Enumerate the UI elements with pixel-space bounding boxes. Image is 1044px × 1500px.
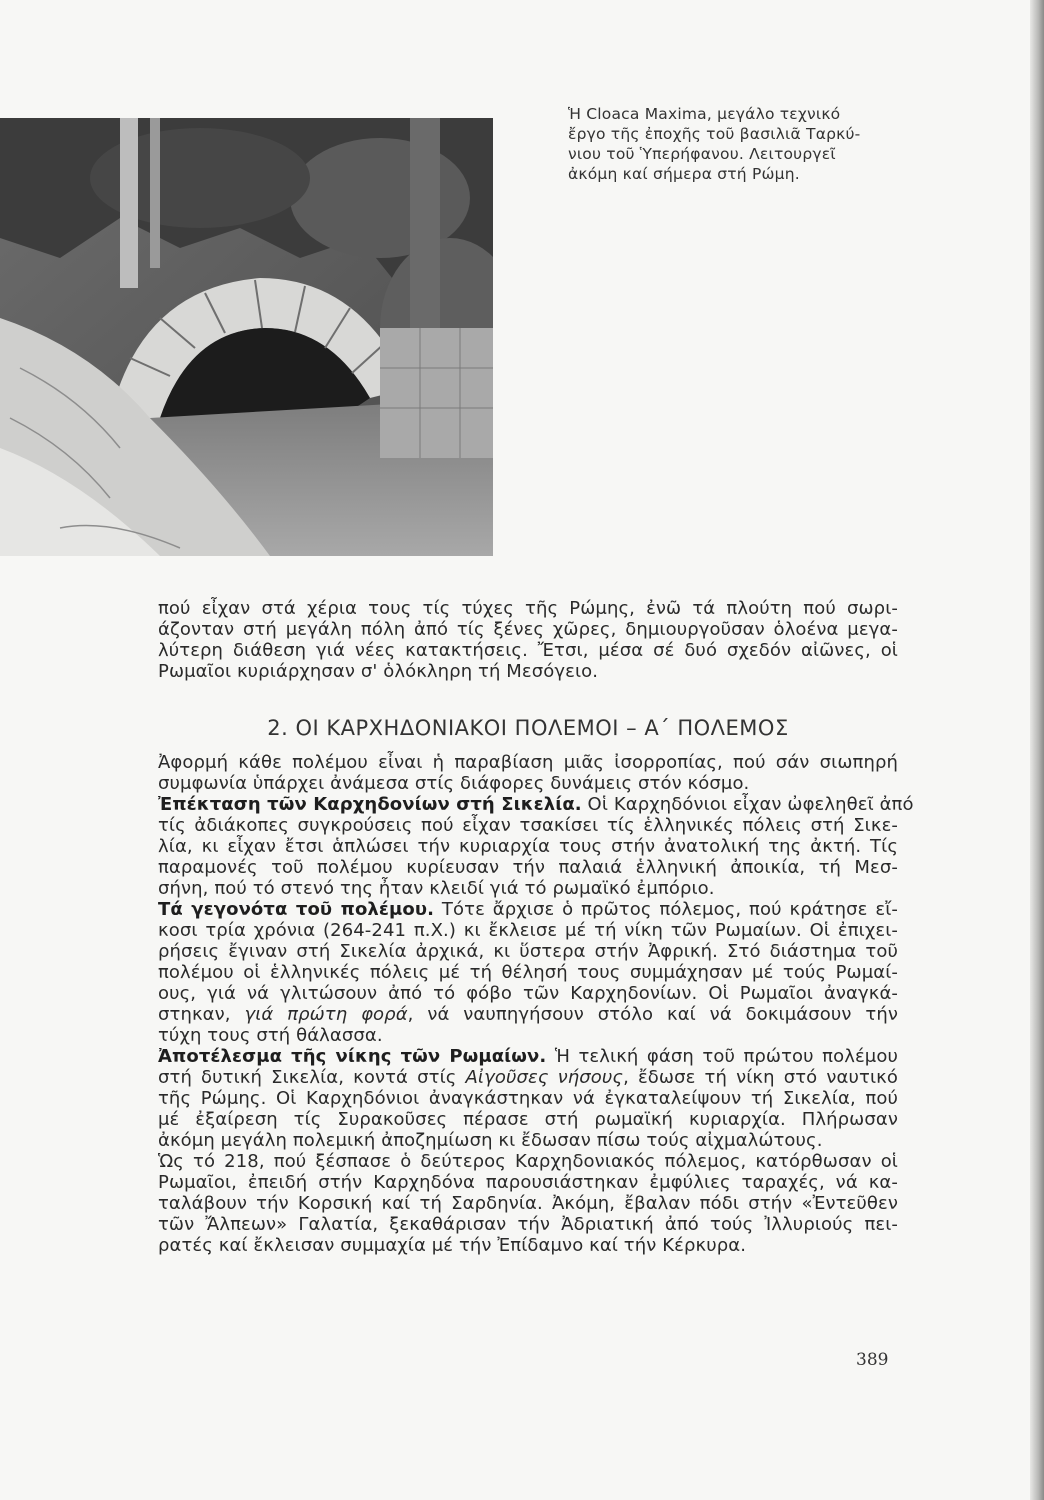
text-line: τῆς Ρώμης. Οἱ Καρχηδόνιοι ἀναγκάστηκαν νά ἐγκαταλείψουν τή Σικελία, πού	[158, 1088, 898, 1109]
text-line: συμφωνία ὑπάρχει ἀνάμεσα στίς διάφορες δυνάμεις στόν κόσμο.	[158, 773, 750, 794]
text-line: σήνη, πού τό στενό της ἦταν κλειδί γιά τό ρωμαϊκό ἐμπόριο.	[158, 878, 715, 899]
page-number: 389	[856, 1350, 889, 1370]
text-line: στηκαν, γιά πρώτη φορά, νά ναυπηγήσουν στόλο καί νά δοκιμάσουν τήν	[158, 1004, 898, 1025]
text-line: λύτερη διάθεση γιά νέες κατακτήσεις. Ἔτσι, μέσα σέ δυό σχεδόν αἰῶνες, οἱ	[158, 640, 898, 661]
main-text	[158, 752, 914, 1256]
caption-line: νιου τοῦ Ὑπερήφανου. Λειτουργεῖ	[568, 145, 836, 163]
caption-line: ἀκόμη καί σήμερα στή Ρώμη.	[568, 165, 800, 183]
intro-paragraph	[158, 598, 898, 682]
caption-line: ἔργο τῆς ἐποχῆς τοῦ βασιλιᾶ Ταρκύ-	[568, 125, 861, 143]
page-edge-shadow	[1030, 0, 1044, 1500]
text-line: τύχη τους στή θάλασσα.	[158, 1025, 383, 1046]
text-line: ρήσεις ἔγιναν στή Σικελία ἀρχικά, κι ὕστερα στήν Ἀφρική. Στό διάστημα τοῦ	[158, 941, 898, 962]
text-line: ρατές καί ἔκλεισαν συμμαχία μέ τήν Ἐπίδαμνο καί τήν Κέρκυρα.	[158, 1235, 747, 1256]
text-line: στή δυτική Σικελία, κοντά στίς Αἰγοῦσες νήσους, ἔδωσε τή νίκη στό ναυτικό	[158, 1067, 898, 1088]
text-line: Τά γεγονότα τοῦ πολέμου. Τότε ἄρχισε ὁ πρῶτος πόλεμος, πού κράτησε εἴ-	[158, 899, 898, 920]
text-line: μέ ἐξαίρεση τίς Συρακοῦσες πέρασε στή ρωμαϊκή κυριαρχία. Πλήρωσαν	[158, 1109, 898, 1130]
text-line: Ἐπέκταση τῶν Καρχηδονίων στή Σικελία. Οἱ Καρχηδόνιοι εἶχαν ὠφεληθεῖ ἀπό	[158, 794, 914, 815]
photo-caption	[568, 104, 861, 184]
text-line: Ὡς τό 218, πού ξέσπασε ὁ δεύτερος Καρχηδονιακός πόλεμος, κατόρθωσαν οἱ	[158, 1151, 898, 1172]
text-line: πού εἶχαν στά χέρια τους τίς τύχες τῆς Ρώμης, ἐνῶ τά πλούτη πού σωρι-	[158, 598, 898, 619]
text-line: Ρωμαῖοι, ἐπειδή στήν Καρχηδόνα παρουσιάστηκαν ἐμφύλιες ταραχές, νά κα-	[158, 1172, 898, 1193]
text-line: πολέμου οἱ ἑλληνικές πόλεις μέ τή θέλησή τους συμμάχησαν μέ τούς Ρωμαί-	[158, 962, 898, 983]
text-line: Ἀποτέλεσμα τῆς νίκης τῶν Ρωμαίων. Ἡ τελική φάση τοῦ πρώτου πολέμου	[158, 1046, 898, 1067]
caption-line: Ἡ Cloaca Maxima, μεγάλο τεχνικό	[568, 105, 841, 123]
text-line: κοσι τρία χρόνια (264-241 π.Χ.) κι ἔκλεισε μέ τή νίκη τῶν Ρωμαίων. Οἱ ἐπιχει-	[158, 920, 898, 941]
text-line: τίς ἀδιάκοπες συγκρούσεις πού εἶχαν τσακίσει τίς ἑλληνικές πόλεις στή Σικε-	[158, 815, 898, 836]
text-line: ἀκόμη μεγάλη πολεμική ἀποζημίωση κι ἔδωσαν πίσω τούς αἰχμαλώτους.	[158, 1130, 823, 1151]
text-line: Ἀφορμή κάθε πολέμου εἶναι ἡ παραβίαση μιᾶς ἰσορροπίας, πού σάν σιωπηρή	[158, 752, 898, 773]
text-line: παραμονές τοῦ πολέμου κυρίευσαν τήν παλαιά ἑλληνική ἀποικία, τή Μεσ-	[158, 857, 898, 878]
section-heading: 2. ΟΙ ΚΑΡΧΗΔΟΝΙΑΚΟΙ ΠΟΛΕΜΟΙ – Α΄ ΠΟΛΕΜΟΣ	[267, 716, 789, 740]
text-line: άζονταν στή μεγάλη πόλη ἀπό τίς ξένες χῶρες, δημιουργοῦσαν ὁλοένα μεγα-	[158, 619, 898, 640]
text-line: ταλάβουν τήν Κορσική καί τή Σαρδηνία. Ἀκόμη, ἔβαλαν πόδι στήν «Ἐντεῦθεν	[158, 1193, 898, 1214]
subheading-result: Ἀποτέλεσμα τῆς νίκης τῶν Ρωμαίων.	[158, 1046, 547, 1067]
text-line: τῶν Ἄλπεων» Γαλατία, ξεκαθάρισαν τήν Ἀδριατική ἀπό τούς Ἰλλυριούς πει-	[158, 1214, 898, 1235]
text-line: ους, γιά νά γλιτώσουν ἀπό τό φόβο τῶν Καρχηδονίων. Οἱ Ρωμαῖοι ἀναγκά-	[158, 983, 898, 1004]
text-line: λία, κι εἶχαν ἔτσι ἁπλώσει τήν κυριαρχία τους στήν ἀνατολική της ἀκτή. Τίς	[158, 836, 898, 857]
subheading-events: Τά γεγονότα τοῦ πολέμου.	[158, 899, 435, 920]
text-line: Ρωμαῖοι κυριάρχησαν σ' ὁλόκληρη τή Μεσόγειο.	[158, 661, 599, 682]
cloaca-maxima-illustration	[0, 118, 493, 556]
cloaca-maxima-photo	[0, 118, 493, 556]
subheading-expansion: Ἐπέκταση τῶν Καρχηδονίων στή Σικελία.	[158, 794, 582, 815]
